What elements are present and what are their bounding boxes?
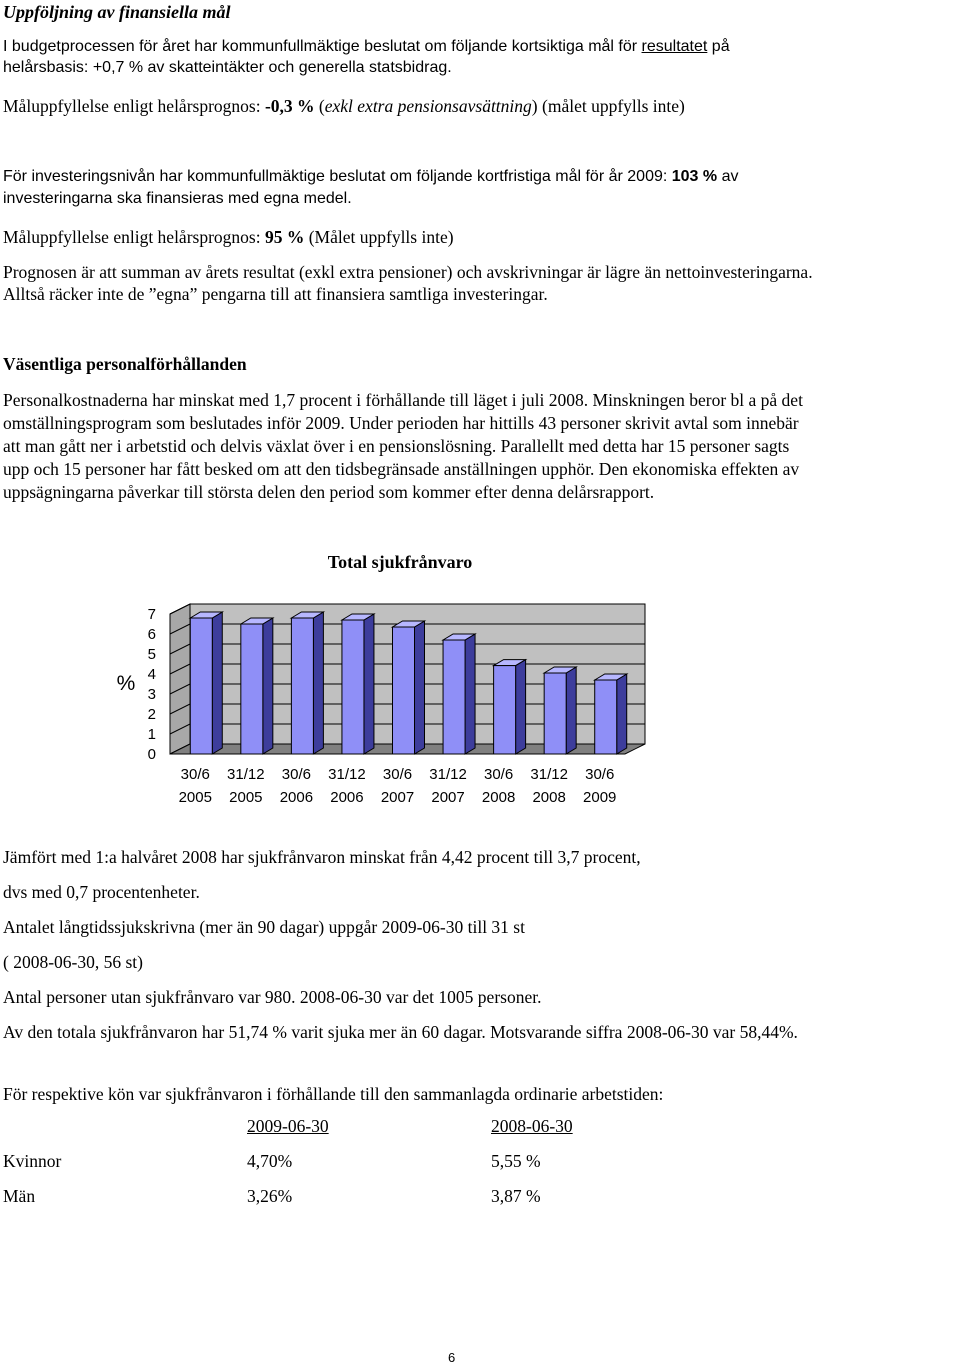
- table-cell-women-2008: 5,55 %: [491, 1151, 541, 1171]
- sickleave-line-4: ( 2008-06-30, 56 st): [3, 952, 143, 972]
- chart-bar-side: [465, 634, 475, 754]
- chart-x-tick-label-year: 2006: [279, 789, 314, 806]
- chart-bar-side: [617, 674, 627, 754]
- chart-bar-side: [313, 612, 323, 754]
- underlined-word: resultatet: [641, 38, 708, 55]
- chart-x-tick-label: 30/6: [484, 766, 514, 783]
- paragraph-result-outcome: [3, 95, 685, 117]
- chart-x-tick-label-year: 2005: [178, 789, 212, 806]
- personnel-line-5: uppsägningarna påverkar till största delen den period som kommer efter denna delårsrapport.: [3, 482, 655, 502]
- chart-y-tick-label: 6: [147, 626, 156, 643]
- chart-y-tick-label: 7: [147, 606, 156, 623]
- chart-x-tick-label-year: 2005: [229, 789, 263, 806]
- chart-x-tick-label: 31/12: [429, 766, 467, 783]
- table-cell-men-2009: 3,26%: [247, 1186, 293, 1206]
- sickleave-line-6: Av den totala sjukfrånvaron har 51,74 % varit sjuka mer än 60 dagar. Motsvarande siffra 2008-06-30 var 58,44%.: [3, 1022, 798, 1042]
- chart-bar: [342, 620, 364, 754]
- chart-bar: [544, 673, 566, 754]
- sickleave-line-3: Antalet långtidssjukskrivna (mer än 90 dagar) uppgår 2009-06-30 till 31 st: [3, 917, 525, 937]
- investment-outcome-value: 95 %: [264, 227, 305, 247]
- table-row-label-men: Män: [3, 1186, 36, 1206]
- chart-x-tick-label-year: 2006: [330, 789, 364, 806]
- text: (: [314, 96, 325, 116]
- personnel-line-1: Personalkostnaderna har minskat med 1,7 procent i förhållande till läget i juli 2008. Minskningen beror bl a på det: [3, 390, 803, 410]
- chart-y-tick-label: 5: [147, 646, 156, 663]
- paragraph-investment-goal-line1: [3, 166, 738, 188]
- chart-bar-side: [415, 621, 425, 754]
- text: Måluppfyllelse enligt helårsprognos:: [3, 227, 265, 247]
- chart-y-tick-label: 0: [147, 746, 156, 763]
- paragraph-result-goal-line2: helårsbasis: +0,7 % av skatteintäkter och generella statsbidrag.: [3, 59, 452, 76]
- chart-bar-side: [263, 618, 273, 754]
- heading-financial-goals: Uppföljning av finansiella mål: [3, 2, 231, 22]
- chart-bar: [595, 680, 617, 754]
- personnel-line-3: att man gått ner i arbetstid och delvis växlat över i en pensionslösning. Parallellt med detta har 15 personer sagts: [3, 436, 790, 456]
- chart-side-wall: [170, 604, 190, 754]
- text: ) (målet uppfylls inte): [531, 96, 685, 116]
- text: Måluppfyllelse enligt helårsprognos:: [3, 96, 265, 116]
- page-number: 6: [448, 1350, 456, 1365]
- sickleave-line-5: Antal personer utan sjukfrånvaro var 980. 2008-06-30 var det 1005 personer.: [3, 987, 542, 1007]
- chart-bar-side: [212, 612, 222, 754]
- chart-x-tick-label: 31/12: [328, 766, 366, 783]
- table-row-label-women: Kvinnor: [3, 1151, 62, 1171]
- chart-x-tick-label: 30/6: [281, 766, 311, 783]
- paragraph-forecast-line1: Prognosen är att summan av årets resultat (exkl extra pensioner) och avskrivningar är lägre än nettoinvesteringarna.: [3, 262, 813, 282]
- text: av: [717, 168, 739, 185]
- chart-x-tick-label-year: 2007: [431, 789, 465, 806]
- table-header-2009: 2009-06-30: [247, 1116, 329, 1136]
- chart-bar: [190, 618, 212, 754]
- chart-y-tick-label: 4: [147, 666, 156, 683]
- chart-bar: [291, 618, 313, 754]
- chart-bar: [393, 627, 415, 754]
- chart-canvas: [0, 540, 960, 820]
- table-cell-men-2008: 3,87 %: [491, 1186, 541, 1206]
- chart-x-tick-label: 30/6: [180, 766, 210, 783]
- text: på: [707, 38, 730, 55]
- chart-bar: [241, 624, 263, 754]
- italic-note: exkl extra pensionsavsättning: [324, 96, 532, 116]
- paragraph-result-goal-line1: [3, 36, 730, 58]
- text: (Målet uppfylls inte): [304, 227, 454, 247]
- paragraph-investment-outcome: [3, 226, 454, 248]
- chart-y-tick-label: 3: [147, 686, 156, 703]
- personnel-line-2: omställningsprogram som beslutades inför 2009. Under perioden har hittills 43 personer skrivit avtal som innebär: [3, 413, 799, 433]
- chart-bar-side: [516, 660, 526, 754]
- text: I budgetprocessen för året har kommunfullmäktige beslutat om följande kortsiktiga mål för: [3, 38, 642, 55]
- chart-x-tick-label-year: 2008: [532, 789, 566, 806]
- result-value: -0,3 %: [264, 96, 315, 116]
- personnel-line-4: upp och 15 personer har fått besked om att den tidsbegränsade anställningen upphör. Den ekonomiska effekten av: [3, 459, 800, 479]
- chart-x-tick-label: 31/12: [227, 766, 265, 783]
- chart-title: Total sjukfrånvaro: [327, 552, 473, 572]
- chart-x-tick-label-year: 2009: [583, 789, 617, 806]
- chart-bar-side: [566, 667, 576, 754]
- chart-x-tick-label: 30/6: [382, 766, 413, 783]
- sick-leave-chart: [0, 540, 960, 820]
- sickleave-line-1: Jämfört med 1:a halvåret 2008 har sjukfrånvaron minskat från 4,42 procent till 3,7 procent,: [3, 847, 641, 867]
- chart-y-tick-label: 2: [147, 706, 156, 723]
- chart-x-tick-label-year: 2008: [481, 789, 516, 806]
- chart-bar: [494, 666, 516, 754]
- table-header-2008: 2008-06-30: [491, 1116, 573, 1136]
- chart-x-tick-label-year: 2007: [380, 789, 415, 806]
- table-cell-women-2009: 4,70%: [247, 1151, 293, 1171]
- chart-x-tick-label: 30/6: [585, 766, 615, 783]
- text: För investeringsnivån har kommunfullmäktige beslutat om följande kortfristiga mål för år 2009:: [3, 168, 672, 185]
- paragraph-forecast-line2: Alltså räcker inte de ”egna” pengarna till att finansiera samtliga investeringar.: [3, 284, 548, 304]
- heading-personnel: Väsentliga personalförhållanden: [3, 354, 247, 374]
- chart-x-tick-label: 31/12: [530, 766, 568, 783]
- chart-y-tick-label: 1: [147, 726, 156, 743]
- table-intro: För respektive kön var sjukfrånvaron i förhållande till den sammanlagda ordinarie arbetstiden:: [3, 1084, 664, 1104]
- paragraph-investment-goal-line2: investeringarna ska finansieras med egna medel.: [3, 190, 352, 207]
- chart-bar: [443, 640, 465, 754]
- investment-goal-value: 103 %: [671, 168, 718, 185]
- sickleave-line-2: dvs med 0,7 procentenheter.: [3, 882, 200, 902]
- chart-bar-side: [364, 614, 374, 754]
- chart-y-axis-label: %: [116, 672, 136, 695]
